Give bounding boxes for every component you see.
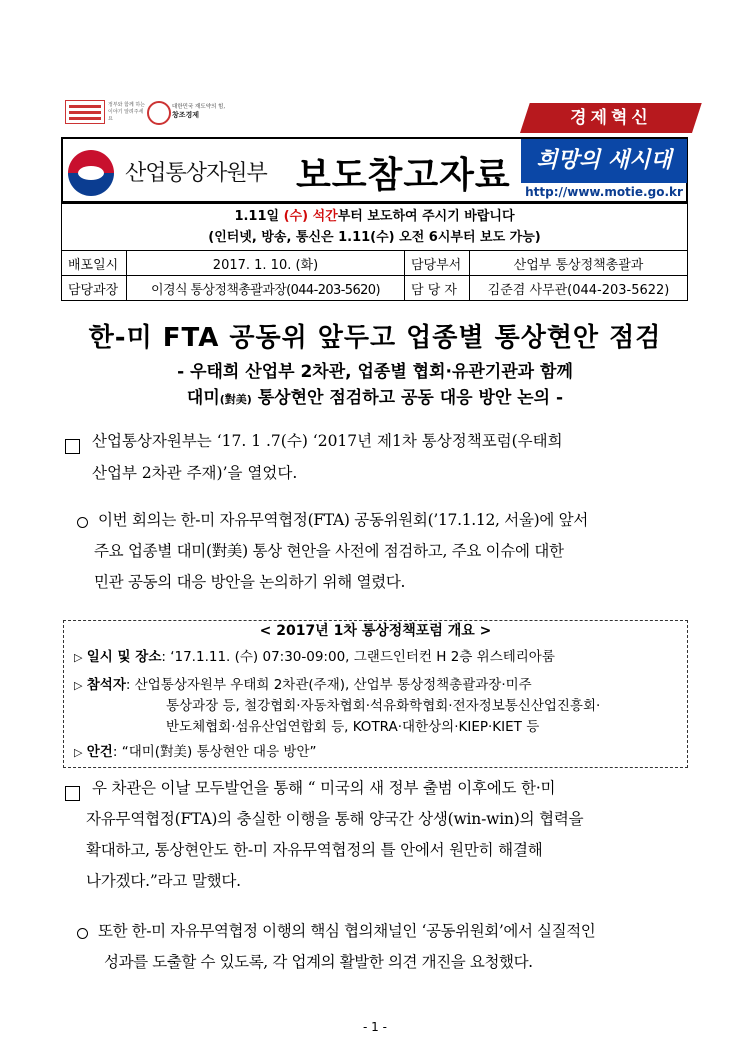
checkbox-bullet-icon [65, 439, 80, 454]
dept-label: 담당부서 [405, 251, 470, 276]
checkbox-bullet-icon [65, 786, 80, 801]
subtitle-line-1: - 우태희 산업부 2차관, 업종별 협회·유관기관과 함께 [177, 362, 573, 382]
paragraph-1-cont: 산업부 2차관 주재)’을 열었다. [92, 464, 298, 482]
government-logo [65, 100, 105, 124]
overview-title: < 2017년 1차 통상정책포럼 개요 > [259, 623, 492, 639]
creative-economy-logo [147, 101, 171, 125]
circle-bullet-icon [77, 517, 88, 528]
circle-bullet-icon [77, 928, 88, 939]
paragraph-2: 이번 회의는 한-미 자유무역협정(FTA) 공동위원회(’17.1.12, 서울)에 앞서 주요 업종별 대미(對美) 통상 현안을 사전에 점검하고, 주요 이슈에 대한 민관 공동의 대응 방안을 논의하기 위해 열렸다. [94, 511, 589, 591]
staff: 김준겸 사무관(044-203-5622) [470, 276, 688, 301]
overview-attendees-line3: 반도체협회·섬유산업연합회 등, KOTRA·대한상의·KIEP·KIET 등 [166, 719, 540, 735]
overview-agenda: ▷ 안건: “대미(對美) 통상현안 대응 방안” [74, 744, 317, 760]
embargo-notice: 1.11일 (수) 석간부터 보도하여 주시기 바랍니다 (인터넷, 방송, 통신은 1.11(수) 오전 6시부터 보도 가능) [62, 204, 688, 251]
document-type: 보도참고자료 [296, 155, 511, 196]
taegeuk-emblem-icon [68, 150, 114, 196]
paragraph-4: 또한 한-미 자유무역협정 이행의 핵심 협의채널인 ‘공동위원회’에서 실질적인 성과를 도출할 수 있도록, 각 업계의 활발한 의견 개진을 요청했다. [98, 922, 596, 971]
headline: 한-미 FTA 공동위 앞두고 업종별 통상현안 점검 [88, 323, 662, 353]
page-number: - 1 - [363, 1020, 387, 1034]
staff-label: 담 당 자 [405, 276, 470, 301]
dept: 산업부 통상정책총괄과 [470, 251, 688, 276]
ministry-url[interactable]: http://www.motie.go.kr [525, 185, 683, 199]
info-table [61, 203, 688, 301]
economy-innovation-label: 경제혁신 [570, 108, 652, 128]
creative-economy-text: 대한민국 재도약의 힘, 창조경제 [172, 104, 226, 119]
paragraph-1: 산업통상자원부는 ‘17. 1 .7(수) ‘2017년 제1차 통상정책포럼(우태희 [92, 432, 563, 450]
overview-when: ▷ 일시 및 장소: ‘17.1.11. (수) 07:30-09:00, 그랜드인터컨 H 2층 위스테리아룸 [74, 649, 555, 665]
ministry-name: 산업통상자원부 [125, 161, 267, 186]
slogan: 희망의 새시대 [536, 147, 672, 173]
manager: 이경식 통상정책총괄과장(044-203-5620) [127, 276, 405, 301]
overview-attendees-line2: 통상과장 등, 철강협회·자동차협회·석유화학협회·전자정보통신산업진흥회· [166, 698, 601, 714]
overview-attendees: ▷ 참석자: 산업통상자원부 우태희 2차관(주재), 산업부 통상정책총괄과장·미주 [74, 677, 532, 693]
triangle-bullet-icon: ▷ [74, 746, 83, 759]
dist-date: 2017. 1. 10. (화) [127, 251, 405, 276]
subtitle-line-2: 대미(對美) 통상현안 점검하고 공동 대응 방안 논의 - [186, 388, 564, 408]
paragraph-3: 우 차관은 이날 모두발언을 통해 “ 미국의 새 정부 출범 이후에도 한·미 자유무역협정(FTA)의 충실한 이행을 통해 양국간 상생(win-win)의 협력을 확대하고, 통상현안도 한-미 자유무역협정의 틀 안에서 원만히 해결해 나가겠다.”라고 말했다. [86, 779, 584, 890]
triangle-bullet-icon: ▷ [74, 651, 83, 664]
manager-label: 담당과장 [62, 276, 127, 301]
government-logo-text: 정부와 함께 하는 이야기 알려주세요 [108, 102, 145, 122]
dist-date-label: 배포일시 [62, 251, 127, 276]
triangle-bullet-icon: ▷ [74, 679, 83, 692]
